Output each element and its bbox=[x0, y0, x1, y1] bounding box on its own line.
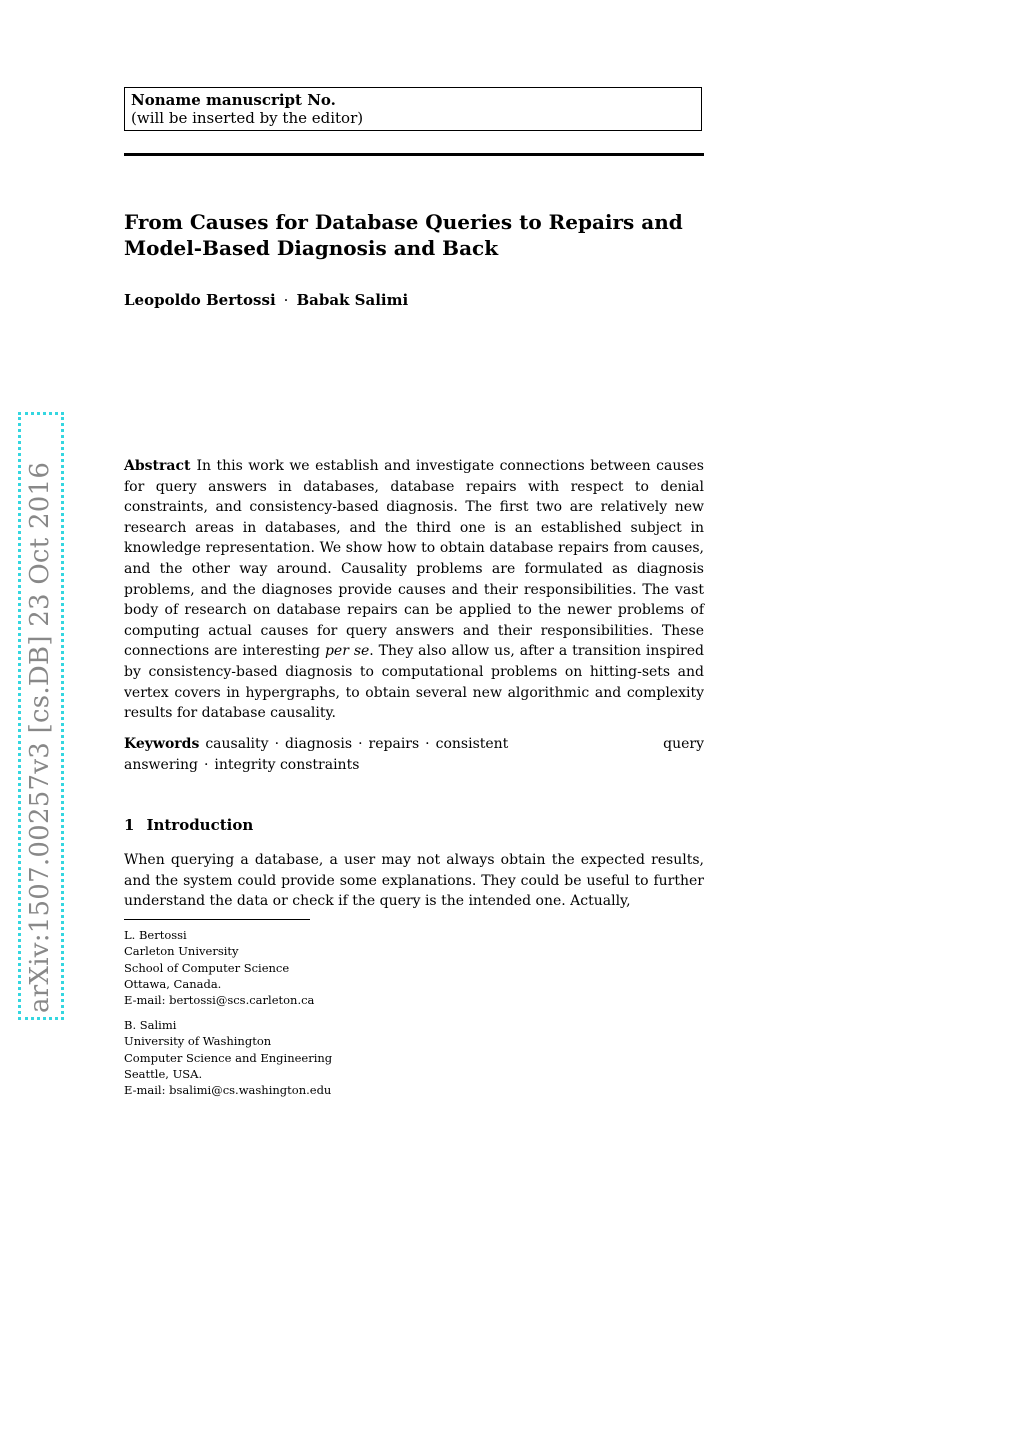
affiliation-block bbox=[124, 1017, 332, 1098]
manuscript-info-box bbox=[124, 87, 702, 131]
section-heading bbox=[124, 815, 253, 835]
affiliation-block bbox=[124, 927, 314, 1008]
author-list bbox=[124, 290, 408, 310]
affiliation-department: School of Computer Science bbox=[124, 960, 290, 975]
keyword-separator: · bbox=[203, 756, 209, 773]
abstract-text: In this work we establish and investigate connections between causes for query answers in databases, database repairs with respect to denial constraints, and consistency-based diagnosis. The first two are relatively new research areas in databases, and the third one is an established subject in knowledge representation. We show how to obtain database repairs from causes, and the other way around. Causality problems are formulated as diagnosis problems, and the diagnoses provide causes and their responsibilities. The vast body of research on database repairs can be applied to the newer problems of computing actual causes for query answers and their responsibilities. These connections are interesting bbox=[124, 458, 704, 660]
affiliation-institution: University of Washington bbox=[124, 1034, 272, 1049]
paper-title: From Causes for Database Queries to Repairs and Model-Based Diagnosis and Back bbox=[124, 210, 683, 260]
manuscript-editor-note: (will be inserted by the editor) bbox=[131, 109, 364, 127]
intro-paragraph: When querying a database, a user may not always obtain the expected results, and the system could provide some explanations. They could be useful to further understand the data or check if the query is the intended one. Actually, bbox=[124, 852, 704, 910]
keywords-heading: Keywords bbox=[124, 736, 200, 752]
affiliation-email[interactable]: E-mail: bertossi@scs.carleton.ca bbox=[124, 993, 315, 1008]
author-separator: · bbox=[283, 291, 289, 309]
affiliation-institution: Carleton University bbox=[124, 944, 239, 959]
arxiv-stamp[interactable]: arXiv:1507.00257v3 [cs.DB] 23 Oct 2016 bbox=[25, 461, 55, 1013]
header-rule bbox=[124, 153, 704, 156]
abstract-heading: Abstract bbox=[124, 458, 191, 474]
keyword: diagnosis bbox=[285, 736, 353, 752]
author-name: Babak Salimi bbox=[296, 291, 409, 309]
keyword: causality bbox=[205, 736, 269, 752]
manuscript-number-label: Noname manuscript No. bbox=[131, 91, 336, 109]
affiliation-location: Ottawa, Canada. bbox=[124, 976, 222, 991]
abstract bbox=[124, 456, 704, 724]
keyword-separator: · bbox=[358, 736, 363, 752]
keywords bbox=[124, 734, 704, 775]
affiliation-name: L. Bertossi bbox=[124, 928, 187, 942]
keyword-separator: · bbox=[425, 736, 430, 752]
affiliation-location: Seattle, USA. bbox=[124, 1066, 203, 1081]
affiliation-email[interactable]: E-mail: bsalimi@cs.washington.edu bbox=[124, 1083, 332, 1098]
abstract-italic-text: per se bbox=[324, 643, 370, 660]
affiliation-department: Computer Science and Engineering bbox=[124, 1050, 333, 1065]
section-title: Introduction bbox=[146, 816, 254, 834]
keyword: repairs bbox=[368, 736, 420, 752]
keyword-separator: · bbox=[274, 736, 280, 752]
keyword: consistent query answering bbox=[124, 736, 704, 773]
footnote-rule bbox=[124, 919, 310, 920]
keyword: integrity constraints bbox=[214, 756, 360, 773]
affiliation-name: B. Salimi bbox=[124, 1018, 177, 1032]
abstract-text: . They also allow us, after a transition inspired by consistency-based diagnosis to computational problems on hitting-sets and vertex covers in hypergraphs, to obtain several new algorithmic and complexity results for database causality. bbox=[124, 643, 704, 722]
section-number: 1 bbox=[124, 816, 135, 834]
author-name: Leopoldo Bertossi bbox=[124, 291, 276, 309]
